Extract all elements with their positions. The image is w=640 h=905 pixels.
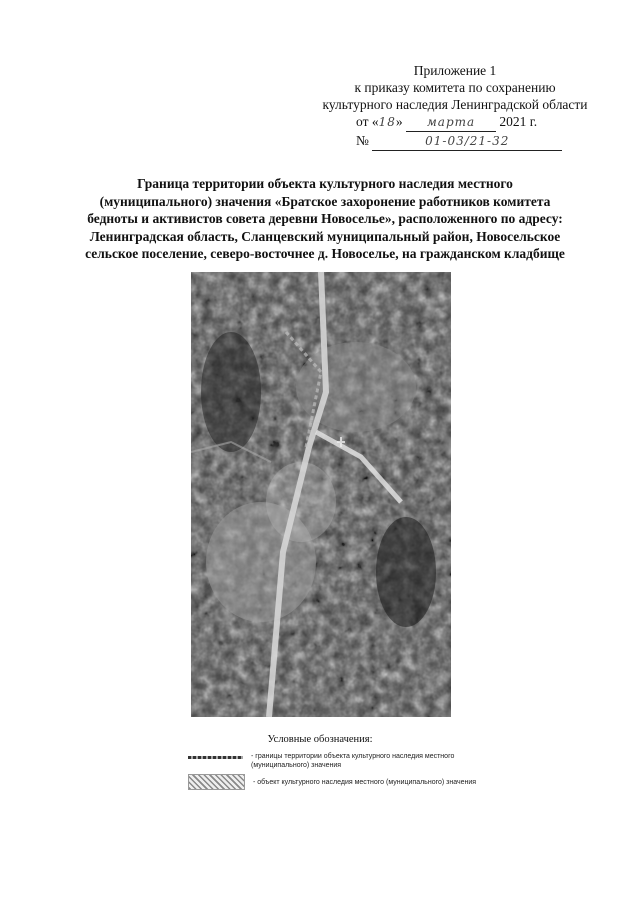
legend-title: Условные обозначения: [267,734,373,745]
date-day: 18 [378,115,396,129]
date-year: 2021 г. [499,114,538,129]
satellite-image [191,272,451,717]
title-line: (муниципального) значения «Братское захоронение работников комитета [99,193,551,209]
legend-item-object [188,774,513,790]
legend-item-object-label: - объект культурного наследия местного (муниципального) значения [253,779,477,786]
legend-item-boundary [188,752,511,770]
appendix-number: № 01-03/21-32 [300,132,610,151]
title-line: сельское поселение, северо-восточнее д. Новоселье, на гражданском кладбище [85,246,565,261]
hatch-area-symbol [188,774,245,790]
order-number: 01-03/21-32 [372,133,562,151]
appendix-date: от «18» марта 2021 г. [300,113,610,132]
title-line: Граница территории объекта культурного наследия местного [137,176,513,191]
title-line: Ленинградская область, Сланцевский муниципальный район, Новосельское [89,228,561,244]
appendix-header [300,62,610,151]
appendix-line-2: к приказу комитета по сохранению [354,80,556,95]
title-line: бедноты и активистов совета деревни Новоселье», расположенного по адресу: [87,211,563,226]
boundary-line-symbol [188,756,243,759]
document-title [40,175,610,263]
date-month: марта [406,114,496,132]
appendix-line-3: культурного наследия Ленинградской области [322,97,588,112]
satellite-map [191,272,451,717]
appendix-title: Приложение 1 [413,63,497,78]
legend-item-boundary-label: - границы территории объекта культурного наследия местного (муниципального) значения [251,753,455,769]
